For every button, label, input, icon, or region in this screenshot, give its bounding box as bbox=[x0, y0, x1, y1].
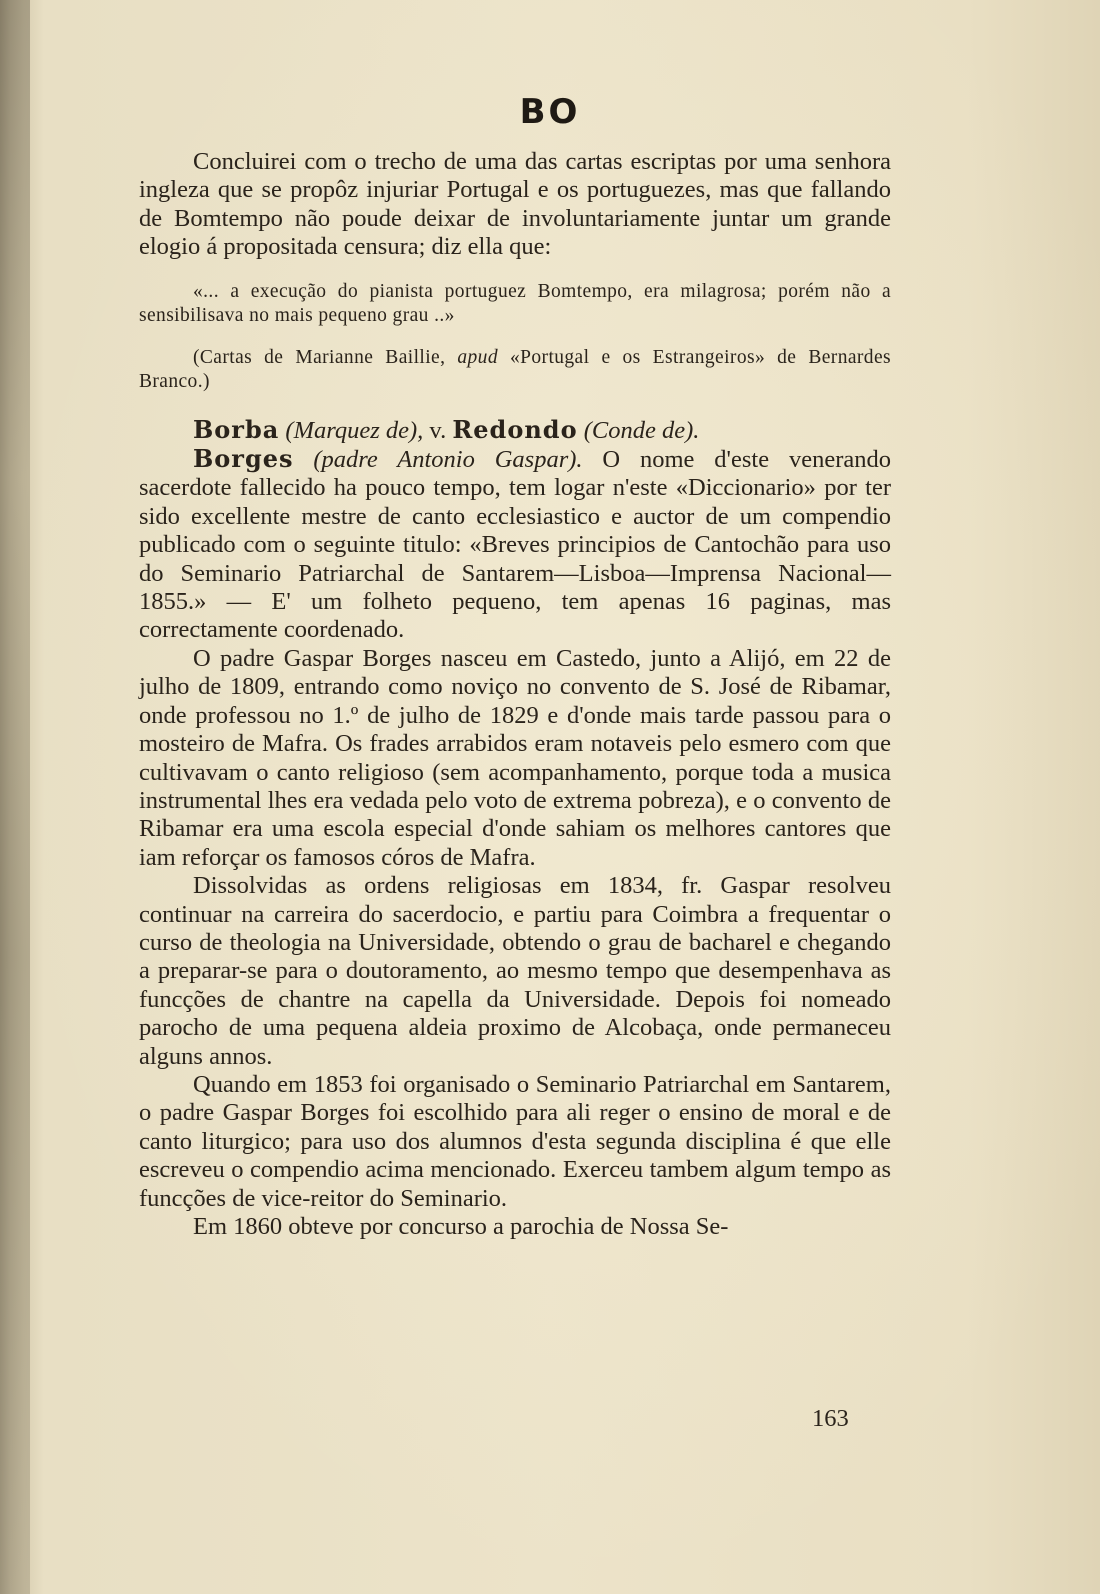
intro-paragraph: Concluirei com o trecho de uma das cartas escriptas por uma senhora ingleza que se propôz injuriar Portugal e os portuguezes, mas que fallando de Bomtempo não poude deixar de involuntariamente juntar um grande elogio á propositada censura; diz ella que: bbox=[139, 148, 891, 261]
entry-reference: v. bbox=[423, 416, 453, 444]
entry-subtitle: (Marquez de), bbox=[285, 416, 424, 444]
body-paragraph: Quando em 1853 foi organisado o Seminario Patriarchal em Santarem, o padre Gaspar Borges foi escolhido para ali reger o ensino de moral e de canto liturgico; para uso dos alumnos d'esta segunda disciplina é que elle escreveu o compendio acima mencionado. Exerceu tambem algum tempo as funcções de vice-reitor do Seminario. bbox=[139, 1070, 891, 1212]
citation-paragraph bbox=[139, 346, 891, 394]
body-paragraph: O padre Gaspar Borges nasceu em Castedo, junto a Alijó, em 22 de julho de 1809, entrando como noviço no convento de S. José de Ribamar, onde professou no 1.º de julho de 1829 e d'onde mais tarde passou para o mosteiro de Mafra. Os frades arrabidos eram notaveis pelo esmero com que cultivavam o canto religioso (sem acompanhamento, porque toda a musica instrumental lhes era vedada pelo voto de extrema pobreza), e o convento de Ribamar era uma escola especial d'onde sahiam os melhores cantores que iam reforçar os famosos córos de Mafra. bbox=[139, 644, 891, 871]
entry-headword: Borges bbox=[193, 444, 294, 474]
body-paragraph: Em 1860 obteve por concurso a parochia de Nossa Se- bbox=[193, 1213, 729, 1240]
entry-cross-reference: Redondo bbox=[452, 414, 578, 444]
text-block bbox=[139, 148, 891, 1241]
citation-source: «Portugal e os Estrangeiros» de Bernardes Branco.) bbox=[139, 346, 891, 392]
entry-headword: Borba bbox=[193, 414, 280, 444]
entry-cross-reference-subtitle: (Conde de). bbox=[583, 416, 700, 444]
citation-text: (Cartas de Marianne Baillie, bbox=[193, 346, 458, 368]
entry-borges bbox=[139, 445, 891, 645]
quote-paragraph: «... a execução do pianista portuguez Bomtempo, era milagrosa; porém não a sensibilisava no mais pequeno grau ..» bbox=[139, 280, 891, 326]
body-paragraph: Dissolvidas as ordens religiosas em 1834, fr. Gaspar resolveu continuar na carreira do sacerdocio, e partiu para Coimbra a frequentar o curso de theologia na Universidade, obtendo o grau de bacharel e chegando a preparar-se para o doutoramento, ao mesmo tempo que desempenhava as funcções de chantre na capella da Universidade. Depois foi nomeado parocho de uma pequena aldeia proximo de Alcobaça, onde permaneceu alguns annos. bbox=[139, 872, 891, 1070]
binding-gutter bbox=[0, 0, 30, 1594]
entry-text: O nome d'este venerando sacerdote fallecido ha pouco tempo, tem logar n'este «Diccionario» por ter sido excellente mestre de canto ecclesiastico e auctor de um compendio publicado com o seguinte titulo: «Breves principios de Cantochão para uso do Seminario Patriarchal de Santarem—Lisboa—Imprensa Nacional—1855.» — E' um folheto pequeno, tem apenas 16 paginas, mas correctamente coordenado. bbox=[139, 446, 891, 644]
entry-subtitle: (padre Antonio Gaspar). bbox=[313, 446, 583, 474]
entry-borba bbox=[139, 416, 891, 445]
page-number: 163 bbox=[812, 1405, 849, 1432]
citation-apud: apud bbox=[457, 346, 498, 368]
running-head: BO bbox=[519, 92, 581, 132]
